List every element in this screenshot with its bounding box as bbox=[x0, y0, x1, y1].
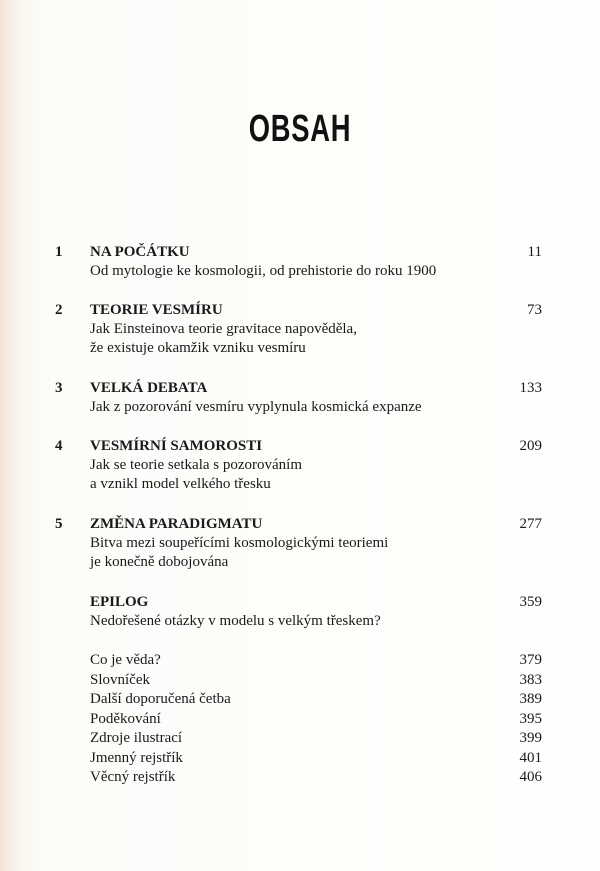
chapter-number: 2 bbox=[55, 302, 63, 318]
entry-title: Jmenný rejstřík bbox=[90, 750, 183, 766]
page-number: 395 bbox=[519, 711, 542, 727]
chapter-subtitle: Bitva mezi soupeřícími kosmologickými teoriemi bbox=[90, 535, 389, 551]
toc-back-matter-item[interactable] bbox=[0, 689, 600, 709]
chapter-subtitle: Jak se teorie setkala s pozorováním bbox=[90, 457, 303, 473]
chapter-subtitle: Jak Einsteinova teorie gravitace napověděla, bbox=[90, 321, 357, 337]
chapter-subtitle: že existuje okamžik vzniku vesmíru bbox=[90, 340, 306, 356]
toc-back-matter-item[interactable] bbox=[0, 670, 600, 690]
entry-title: Slovníček bbox=[90, 672, 150, 688]
toc-chapter-1[interactable] bbox=[0, 242, 600, 262]
chapter-title: TEORIE VESMÍRU bbox=[90, 302, 223, 318]
entry-title: Co je věda? bbox=[90, 652, 161, 668]
toc-chapter-3[interactable] bbox=[0, 378, 600, 398]
chapter-subtitle: je konečně dobojována bbox=[90, 554, 229, 570]
toc-back-matter-item[interactable] bbox=[0, 728, 600, 748]
page-number: 379 bbox=[519, 652, 542, 668]
chapter-title: NA POČÁTKU bbox=[90, 244, 190, 260]
entry-title: Poděkování bbox=[90, 711, 161, 727]
page-number: 399 bbox=[519, 730, 542, 746]
chapter-number: 4 bbox=[55, 438, 63, 454]
page-number: 406 bbox=[519, 769, 542, 785]
page-number: 401 bbox=[519, 750, 542, 766]
page-number: 389 bbox=[519, 691, 542, 707]
toc-chapter-5[interactable] bbox=[0, 514, 600, 534]
page-number: 383 bbox=[519, 672, 542, 688]
page-number: 277 bbox=[519, 516, 542, 532]
toc-epilog[interactable] bbox=[0, 592, 600, 612]
page-number: 209 bbox=[519, 438, 542, 454]
chapter-title: ZMĚNA PARADIGMATU bbox=[90, 516, 263, 532]
page-number: 73 bbox=[527, 302, 542, 318]
page-number: 11 bbox=[527, 244, 542, 260]
toc-back-matter-item[interactable] bbox=[0, 709, 600, 729]
chapter-subtitle: Nedořešené otázky v modelu s velkým třeskem? bbox=[90, 613, 381, 629]
entry-title: Věcný rejstřík bbox=[90, 769, 176, 785]
chapter-title: VELKÁ DEBATA bbox=[90, 380, 208, 396]
chapter-subtitle: a vznikl model velkého třesku bbox=[90, 476, 271, 492]
entry-title: Zdroje ilustrací bbox=[90, 730, 183, 746]
entry-title: Další doporučená četba bbox=[90, 691, 231, 707]
chapter-number: 5 bbox=[55, 516, 63, 532]
page-number: 359 bbox=[519, 594, 542, 610]
toc-back-matter-item[interactable] bbox=[0, 650, 600, 670]
chapter-title: EPILOG bbox=[90, 594, 149, 610]
page-title: OBSAH bbox=[248, 108, 352, 150]
chapter-title: VESMÍRNÍ SAMOROSTI bbox=[90, 438, 263, 454]
toc-chapter-2[interactable] bbox=[0, 300, 600, 320]
toc-back-matter-item[interactable] bbox=[0, 748, 600, 768]
toc-chapter-4[interactable] bbox=[0, 436, 600, 456]
chapter-subtitle: Jak z pozorování vesmíru vyplynula kosmická expanze bbox=[90, 399, 422, 415]
page-number: 133 bbox=[519, 380, 542, 396]
chapter-subtitle: Od mytologie ke kosmologii, od prehistorie do roku 1900 bbox=[90, 263, 437, 279]
chapter-number: 1 bbox=[55, 244, 63, 260]
chapter-number: 3 bbox=[55, 380, 63, 396]
toc-back-matter-item[interactable] bbox=[0, 767, 600, 787]
